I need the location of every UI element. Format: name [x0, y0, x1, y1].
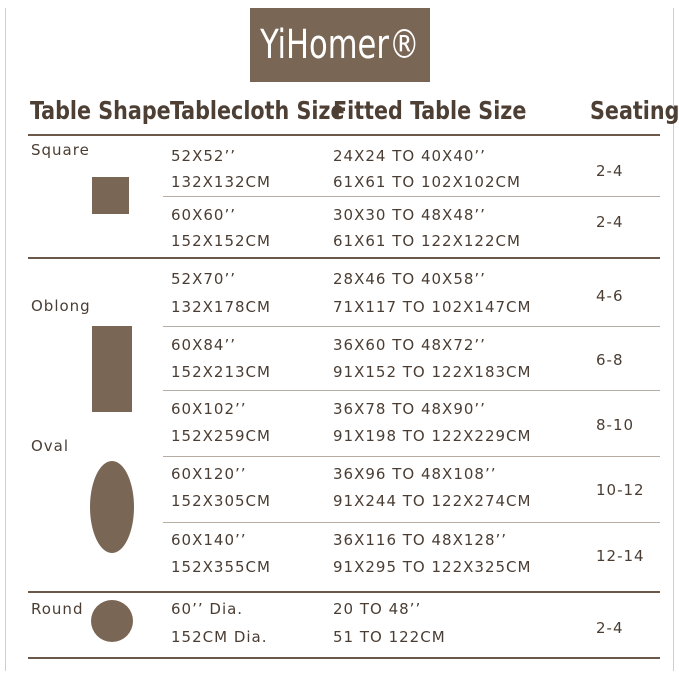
- fitted-size-cm: 61X61 TO 122X122CM: [333, 232, 521, 250]
- fitted-size-inches: 36X96 TO 48X108’’: [333, 465, 497, 483]
- tablecloth-size-inches: 52X52’’: [171, 147, 236, 165]
- row-divider: [163, 326, 660, 327]
- fitted-size-cm: 91X152 TO 122X183CM: [333, 363, 532, 381]
- fitted-size-inches: 36X78 TO 48X90’’: [333, 400, 486, 418]
- seating-value: 12-14: [596, 547, 645, 565]
- tablecloth-size-inches: 60X140’’: [171, 531, 247, 549]
- oblong-shape-icon: [92, 326, 132, 412]
- fitted-size-inches: 36X60 TO 48X72’’: [333, 336, 486, 354]
- seating-value: 4-6: [596, 287, 624, 305]
- tablecloth-size-cm: 152X355CM: [171, 558, 271, 576]
- row-divider: [163, 522, 660, 523]
- seating-value: 10-12: [596, 481, 645, 499]
- header-table-shape: Table Shape: [30, 96, 171, 125]
- tablecloth-size-cm: 152CM Dia.: [171, 628, 268, 646]
- row-divider: [163, 196, 660, 197]
- tablecloth-size-inches: 60X120’’: [171, 465, 247, 483]
- table-bottom-line: [28, 657, 660, 659]
- round-shape-icon: [91, 600, 133, 642]
- shape-label-oblong: Oblong: [31, 297, 91, 315]
- square-section-divider: [28, 257, 660, 259]
- row-divider: [163, 390, 660, 391]
- tablecloth-size-cm: 152X152CM: [171, 232, 271, 250]
- fitted-size-cm: 91X295 TO 122X325CM: [333, 558, 532, 576]
- tablecloth-size-cm: 152X213CM: [171, 363, 271, 381]
- tablecloth-size-cm: 152X259CM: [171, 427, 271, 445]
- tablecloth-size-cm: 152X305CM: [171, 492, 271, 510]
- row-divider: [163, 456, 660, 457]
- fitted-size-cm: 61X61 TO 102X102CM: [333, 173, 521, 191]
- seating-value: 2-4: [596, 619, 624, 637]
- shape-label-oval: Oval: [31, 437, 70, 455]
- tablecloth-size-cm: 132X178CM: [171, 298, 271, 316]
- tablecloth-size-inches: 60X84’’: [171, 336, 236, 354]
- shape-label-round: Round: [31, 600, 84, 618]
- brand-logo: [250, 8, 430, 82]
- square-shape-icon: [92, 177, 129, 214]
- tablecloth-size-inches: 60’’ Dia.: [171, 600, 244, 618]
- seating-value: 6-8: [596, 351, 624, 369]
- tablecloth-size-inches: 60X60’’: [171, 206, 236, 224]
- header-tablecloth-size: Tablecloth Size: [170, 96, 345, 125]
- header-fitted-table-size: Fitted Table Size: [333, 96, 527, 125]
- fitted-size-inches: 20 TO 48’’: [333, 600, 422, 618]
- seating-value: 2-4: [596, 213, 624, 231]
- fitted-size-cm: 71X117 TO 102X147CM: [333, 298, 532, 316]
- seating-value: 8-10: [596, 416, 635, 434]
- brand-logo-text: YiHomer®: [260, 22, 420, 68]
- seating-value: 2-4: [596, 162, 624, 180]
- fitted-size-inches: 28X46 TO 40X58’’: [333, 270, 486, 288]
- fitted-size-cm: 91X198 TO 122X229CM: [333, 427, 532, 445]
- fitted-size-cm: 91X244 TO 122X274CM: [333, 492, 532, 510]
- fitted-size-inches: 36X116 TO 48X128’’: [333, 531, 508, 549]
- header-seating: Seating: [590, 96, 679, 125]
- oval-shape-icon: [90, 461, 134, 553]
- tablecloth-size-cm: 132X132CM: [171, 173, 271, 191]
- fitted-size-inches: 30X30 TO 48X48’’: [333, 206, 486, 224]
- tablecloth-size-inches: 60X102’’: [171, 400, 247, 418]
- shape-label-square: Square: [31, 141, 90, 159]
- tablecloth-size-inches: 52X70’’: [171, 270, 236, 288]
- fitted-size-inches: 24X24 TO 40X40’’: [333, 147, 486, 165]
- header-divider: [28, 134, 660, 136]
- fitted-size-cm: 51 TO 122CM: [333, 628, 446, 646]
- oval-section-divider: [28, 591, 660, 593]
